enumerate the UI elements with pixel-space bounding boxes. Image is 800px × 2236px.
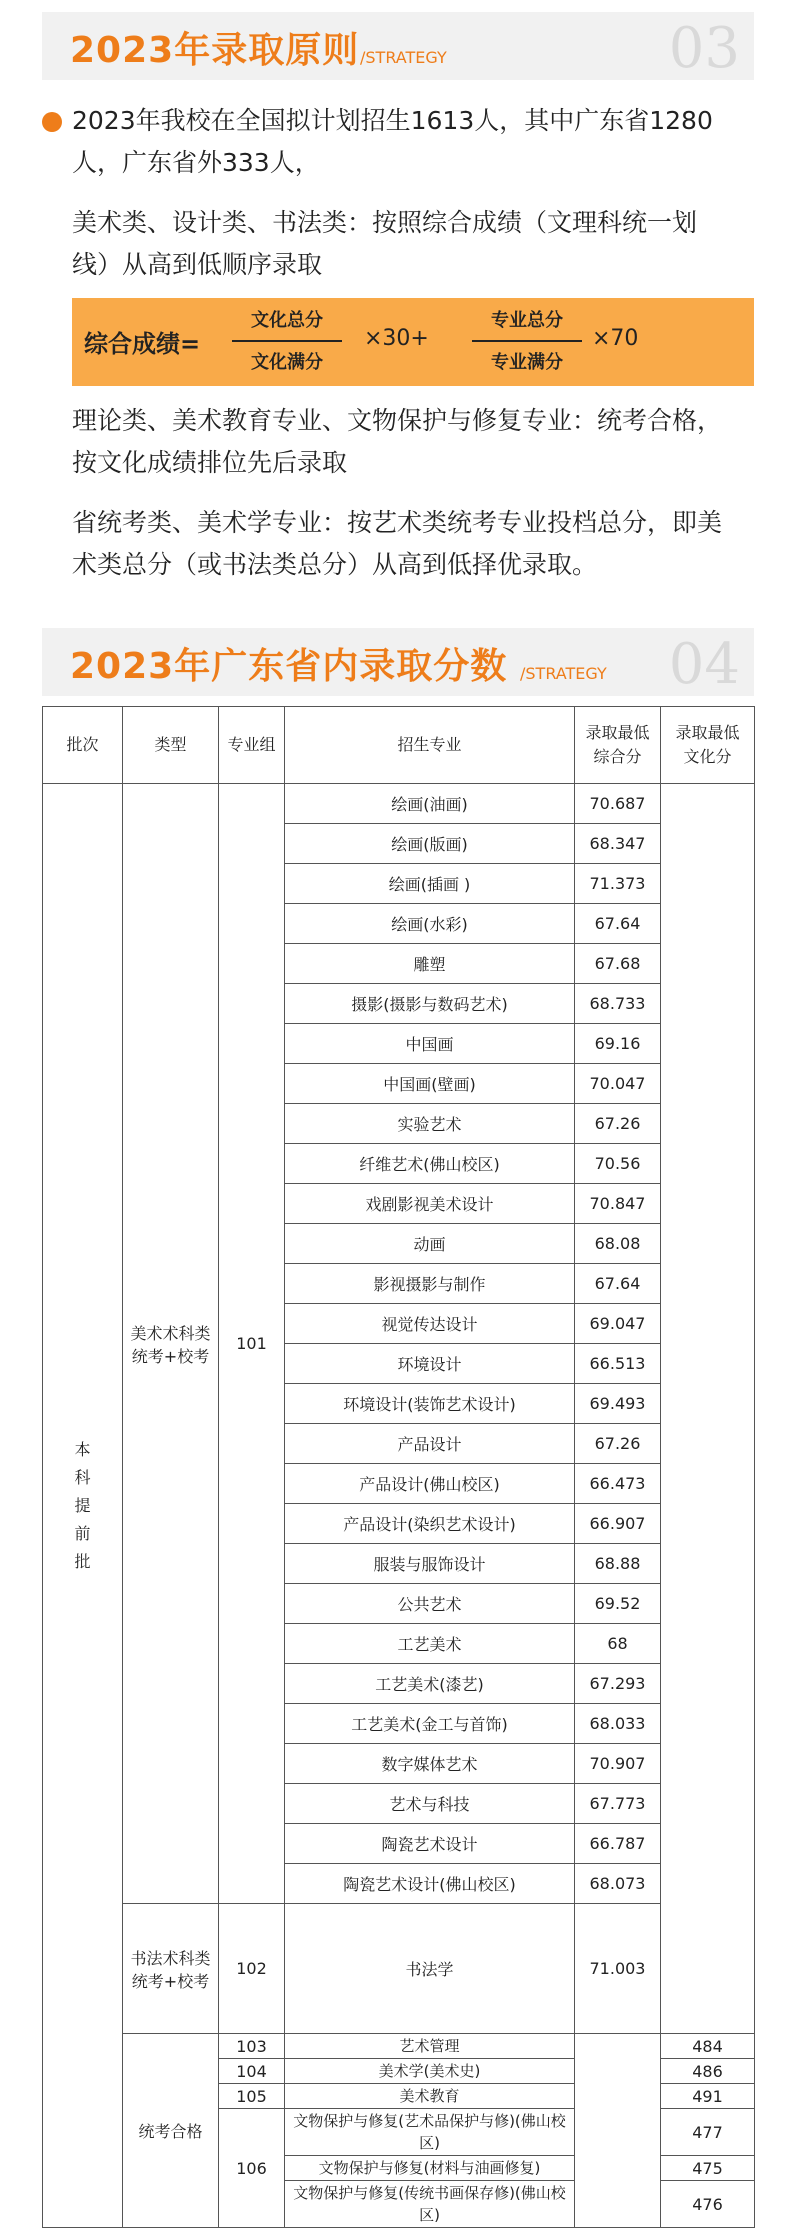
major-cell: 中国画(壁画): [285, 1064, 575, 1104]
score-cell: 67.68: [575, 944, 661, 984]
major-cell: 绘画(水彩): [285, 904, 575, 944]
culture-cell: 486: [661, 2059, 755, 2084]
score-cell: 69.047: [575, 1304, 661, 1344]
major-cell: 公共艺术: [285, 1584, 575, 1624]
score-cell: 71.373: [575, 864, 661, 904]
batch-cell: 本科提前批: [43, 784, 123, 2228]
table-row: [43, 784, 755, 824]
score-cell: 68: [575, 1624, 661, 1664]
group-cell: 104: [219, 2059, 285, 2084]
score-cell: 69.493: [575, 1384, 661, 1424]
section-subtitle: /STRATEGY: [520, 664, 607, 683]
culture-cell: 484: [661, 2034, 755, 2059]
major-cell: 文物保护与修复(艺术品保护与修)(佛山校区): [285, 2109, 575, 2156]
major-cell: 美术教育: [285, 2084, 575, 2109]
score-cell: 68.88: [575, 1544, 661, 1584]
score-cell: 70.687: [575, 784, 661, 824]
major-cell: 产品设计(佛山校区): [285, 1464, 575, 1504]
header-min-culture: 录取最低文化分: [661, 707, 755, 784]
score-formula-box: 综合成绩= 文化总分 文化满分 ×30+ 专业总分 专业满分 ×70: [72, 298, 754, 386]
paragraph-enrollment-plan: 2023年我校在全国拟计划招生1613人，其中广东省1280 人，广东省外333人，: [72, 106, 713, 177]
score-cell: 67.64: [575, 1264, 661, 1304]
culture-cell: 476: [661, 2181, 755, 2228]
section-number: 03: [668, 16, 740, 81]
paragraph-provincial: 省统考类、美术学专业：按艺术类统考专业投档总分，即美 术类总分（或书法类总分）从高到低择优录取。: [72, 508, 723, 579]
major-cell: 数字媒体艺术: [285, 1744, 575, 1784]
section-title: 2023年广东省内录取分数: [70, 646, 508, 687]
major-cell: 陶瓷艺术设计: [285, 1824, 575, 1864]
table-row: [43, 1904, 755, 2034]
score-cell: 68.073: [575, 1864, 661, 1904]
major-cell: 戏剧影视美术设计: [285, 1184, 575, 1224]
culture-cell: [661, 784, 755, 2034]
culture-multiplier: ×30+: [364, 326, 429, 351]
major-cell: 绘画(版画): [285, 824, 575, 864]
major-cell: 动画: [285, 1224, 575, 1264]
major-cell: 绘画(插画 ): [285, 864, 575, 904]
table-row: [43, 2034, 755, 2059]
header-min-composite: 录取最低综合分: [575, 707, 661, 784]
group-cell: 105: [219, 2084, 285, 2109]
section-number: 04: [668, 632, 740, 697]
major-cell: 产品设计(染织艺术设计): [285, 1504, 575, 1544]
major-cell: 工艺美术(漆艺): [285, 1664, 575, 1704]
score-cell: 67.773: [575, 1784, 661, 1824]
bullet-dot-icon: [42, 112, 62, 132]
culture-cell: 475: [661, 2156, 755, 2181]
major-cell: 服装与服饰设计: [285, 1544, 575, 1584]
score-cell: 67.26: [575, 1424, 661, 1464]
major-multiplier: ×70: [592, 326, 639, 351]
major-cell: 影视摄影与制作: [285, 1264, 575, 1304]
culture-cell: 477: [661, 2109, 755, 2156]
score-cell: 67.293: [575, 1664, 661, 1704]
score-cell: 67.26: [575, 1104, 661, 1144]
major-cell: 摄影(摄影与数码艺术): [285, 984, 575, 1024]
major-cell: 绘画(油画): [285, 784, 575, 824]
major-cell: 文物保护与修复(传统书画保存修)(佛山校区): [285, 2181, 575, 2228]
formula-label: 综合成绩=: [84, 330, 201, 358]
major-cell: 产品设计: [285, 1424, 575, 1464]
header-group: 专业组: [219, 707, 285, 784]
section-title: 2023年录取原则: [70, 30, 360, 71]
major-cell: 环境设计: [285, 1344, 575, 1384]
major-cell: 工艺美术: [285, 1624, 575, 1664]
score-cell: 68.733: [575, 984, 661, 1024]
score-cell: 69.52: [575, 1584, 661, 1624]
major-cell: 工艺美术(金工与首饰): [285, 1704, 575, 1744]
score-cell: 66.787: [575, 1824, 661, 1864]
score-cell: [575, 2034, 661, 2228]
score-cell: 70.907: [575, 1744, 661, 1784]
section-header-scores: [42, 628, 754, 696]
type-cell: 美术术科类统考+校考: [123, 784, 219, 1904]
score-cell: 68.033: [575, 1704, 661, 1744]
major-cell: 视觉传达设计: [285, 1304, 575, 1344]
score-cell: 70.847: [575, 1184, 661, 1224]
type-cell: 书法术科类统考+校考: [123, 1904, 219, 2034]
admission-score-table: [42, 706, 755, 2228]
score-cell: 70.047: [575, 1064, 661, 1104]
type-cell: 统考合格: [123, 2034, 219, 2228]
group-cell: 101: [219, 784, 285, 1904]
header-major: 招生专业: [285, 707, 575, 784]
group-cell: 103: [219, 2034, 285, 2059]
major-cell: 雕塑: [285, 944, 575, 984]
score-cell: 66.473: [575, 1464, 661, 1504]
score-cell: 71.003: [575, 1904, 661, 2034]
major-cell: 实验艺术: [285, 1104, 575, 1144]
group-cell: 102: [219, 1904, 285, 2034]
score-cell: 66.513: [575, 1344, 661, 1384]
major-cell: 艺术与科技: [285, 1784, 575, 1824]
score-cell: 70.56: [575, 1144, 661, 1184]
major-cell: 中国画: [285, 1024, 575, 1064]
score-cell: 66.907: [575, 1504, 661, 1544]
paragraph-art-design: 美术类、设计类、书法类：按照综合成绩（文理科统一划 线）从高到低顺序录取: [72, 208, 698, 279]
major-cell: 纤维艺术(佛山校区): [285, 1144, 575, 1184]
score-cell: 68.347: [575, 824, 661, 864]
major-cell: 艺术管理: [285, 2034, 575, 2059]
major-cell: 陶瓷艺术设计(佛山校区): [285, 1864, 575, 1904]
header-batch: 批次: [43, 707, 123, 784]
major-cell: 环境设计(装饰艺术设计): [285, 1384, 575, 1424]
major-cell: 美术学(美术史): [285, 2059, 575, 2084]
major-cell: 书法学: [285, 1904, 575, 2034]
section-header-strategy: [42, 12, 754, 80]
section-subtitle: /STRATEGY: [360, 48, 447, 67]
score-cell: 68.08: [575, 1224, 661, 1264]
group-cell: 106: [219, 2109, 285, 2228]
paragraph-theory: 理论类、美术教育专业、文物保护与修复专业：统考合格， 按文化成绩排位先后录取: [72, 406, 723, 477]
score-cell: 69.16: [575, 1024, 661, 1064]
culture-cell: 491: [661, 2084, 755, 2109]
header-type: 类型: [123, 707, 219, 784]
score-cell: 67.64: [575, 904, 661, 944]
major-cell: 文物保护与修复(材料与油画修复): [285, 2156, 575, 2181]
